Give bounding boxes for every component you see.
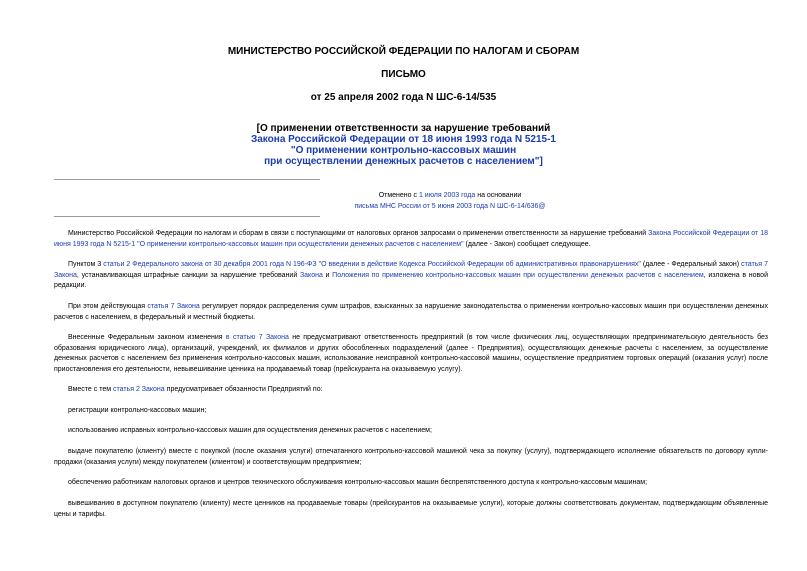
paragraph-8: выдаче покупателю (клиенту) вместе с покупкой (после оказания услуги) отпечатанного контрольно-кассовой машиной чека за покупку (услугу), подтверждающего исполнение обязательств по договору купли-продажи (оказания услуги) между покупателем (клиентом) и соответствующим предприятием; [54,448,768,466]
cancellation-note [300,190,600,212]
title-line-3[interactable]: "О применении контрольно-кассовых машин [290,145,517,156]
regulation-link[interactable]: Положения по применению контрольно-кассовых машин при осуществлении денежных расчетов с населением [332,271,704,279]
paragraph-1: Министерство Российской Федерации по налогам и сборам в связи с поступающими от налоговых органов запросами о применении ответственности за нарушение требований Закона Российской Федерации от 18 июня 1993 года N 5215-1 "О применении контрольно-кассовых машин при осуществлении денежных расчетов с населением" (далее - Закон) сообщает следующее. [54,230,768,248]
date-number-heading: от 25 апреля 2002 года N ШС-6-14/535 [310,92,497,103]
cancel-letter-link[interactable]: письма МНС России от 5 июня 2003 года N ШС-6-14/636@ [354,203,546,210]
doc-type-heading: ПИСЬМО [381,69,426,80]
cancel-date-link[interactable]: 1 июля 2003 года [418,192,476,199]
article-7-link[interactable]: статья 7 Закона [54,261,768,279]
title-law-link[interactable]: Закона Российской Федерации от 18 июня 1993 года N 5215-1 [250,134,556,145]
article-7-link-3[interactable]: в статью 7 Закона [225,334,289,341]
divider-top [54,179,320,180]
paragraph-9: обеспечению работникам налоговых органов и центров технического обслуживания контрольно-кассовых машин беспрепятственного доступа к контрольно-кассовым машинам; [68,479,648,486]
paragraph-5: Вместе с тем статья 2 Закона предусматривает обязанности Предприятий по: [68,386,323,393]
document-title [0,123,807,167]
title-line-1: [О применении ответственности за нарушение требований [256,123,551,134]
paragraph-10: вывешиванию в доступном покупателю (клиенту) месте ценников на продаваемые товары (прейскурантов на оказываемые услуги), которые должны соответствовать документам, подтверждающим объявленные цены и тарифы. [54,500,768,518]
divider-bottom [54,216,320,217]
article-7-link-2[interactable]: статья 7 Закона [147,303,200,310]
paragraph-6: регистрации контрольно-кассовых машин; [68,407,207,414]
paragraph-2: Пунктом 3 статьи 2 Федерального закона от 30 декабря 2001 года N 196-ФЗ "О введении в действие Кодекса Российской Федерации об административных правонарушениях" (далее - Федеральный закон) статья 7 Закона, устанавливающая штрафные санкции за нарушение требований Закона и Положения по применению контрольно-кассовых машин при осуществлении денежных расчетов с населением, изложена в новой редакции. [54,261,768,289]
cancel-text-2: на основании [475,192,522,199]
article-2-link[interactable]: статья 2 Закона [112,386,165,393]
title-line-4[interactable]: при осуществлении денежных расчетов с населением"] [264,156,543,167]
paragraph-4: Внесенные Федеральным законом изменения в статью 7 Закона не предусматривают ответственность предприятий (в том числе физических лиц, осуществляющих предпринимательскую деятельность без образования юридического лица), организаций, учреждений, их филиалов и других обособленных подразделений (далее - Предприятия), осуществляющих денежные расчеты с населением, за осуществление денежных расчетов с населением без применения контрольно-кассовых машин, использование неисправной контрольно-кассовой машины, осуществление предприятием торговых операций (оказания услуг) после приостановления его деятельности, невывешивание ценника на продаваемый товар (прейскуранта на оказываемую услугу). [54,334,768,373]
law-link[interactable]: Закона [299,271,323,279]
paragraph-7: использованию исправных контрольно-кассовых машин для осуществления денежных расчетов с населением; [68,427,432,434]
cancel-text: Отменено с [378,192,419,199]
paragraph-3: При этом действующая статья 7 Закона регулирует порядок распределения сумм штрафов, взысканных за нарушение законодательства о применении контрольно-кассовых машин при осуществлении денежных расчетов с населением, в федеральный и местный бюджеты. [54,303,769,321]
ministry-heading: МИНИСТЕРСТВО РОССИЙСКОЙ ФЕДЕРАЦИИ ПО НАЛОГАМ И СБОРАМ [227,46,580,57]
federal-law-196-link[interactable]: статьи 2 Федерального закона от 30 декабря 2001 года N 196-ФЗ "О введении в действие Кодекса Российской Федерации об административных правонарушениях" [103,261,641,268]
law-5215-link[interactable]: Закона Российской Федерации от 18 июня 1993 года N 5215-1 "О применении контрольно-кассовых машин при осуществлении денежных расчетов с населением" [54,230,768,248]
